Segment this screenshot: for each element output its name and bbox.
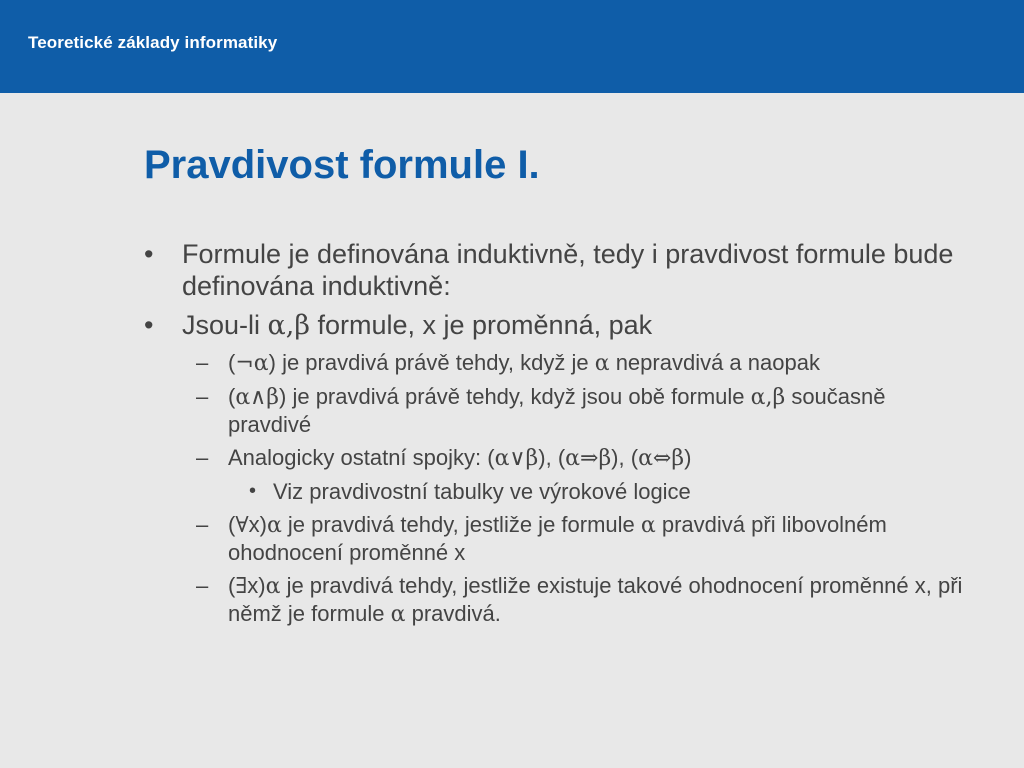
bullet-text: je pravdivá tehdy, jestliže existuje takové ohodnocení proměnné x, při němž je formule [228, 573, 963, 626]
header-bar [0, 0, 1024, 93]
negation-symbol: ¬α [235, 351, 269, 376]
sub-bullet-item [144, 444, 974, 472]
sub-bullet-item [144, 572, 974, 628]
bullet-text: ( [228, 512, 236, 537]
disjunction-symbol: α∨β [494, 446, 539, 471]
dash-marker: – [196, 350, 209, 375]
sub-bullet-item [144, 349, 974, 377]
bullet-text: x) [247, 573, 266, 598]
bullet-text: ) [684, 445, 692, 470]
slide-title: Pravdivost formule I. [144, 143, 540, 187]
alpha-symbol: α [640, 513, 656, 538]
dash-marker: – [196, 573, 209, 598]
bullet-marker: • [144, 310, 154, 340]
bullet-text: Analogicky ostatní spojky: ( [228, 445, 495, 470]
dash-marker: – [196, 384, 209, 409]
alpha-symbol: α [594, 351, 610, 376]
bullet-text: pravdivá. [405, 601, 501, 626]
bullet-text: ( [228, 350, 236, 375]
dash-marker: – [196, 512, 209, 537]
bullet-text: ) je pravdivá právě tehdy, když je [268, 350, 595, 375]
bullet-text: ), ( [611, 445, 639, 470]
bullet-item [144, 238, 974, 302]
alpha-symbol: α [265, 574, 281, 599]
bullet-text: ( [228, 573, 236, 598]
bullet-text: současně pravdivé [228, 384, 886, 437]
bullet-text: Viz pravdivostní tabulky ve výrokové logice [273, 479, 691, 504]
bullet-text: ) je pravdivá právě tehdy, když jsou obě formule [279, 384, 751, 409]
bullet-text: x) [248, 512, 267, 537]
conjunction-symbol: α∧β [235, 385, 280, 410]
greek-symbol: α,β [750, 385, 786, 410]
bullet-marker: • [249, 480, 257, 502]
bullet-text: je pravdivá tehdy, jestliže je formule [281, 512, 641, 537]
bullet-text: pravdivá při libovolném ohodnocení proměnné x [228, 512, 887, 565]
sub-sub-bullet-item [144, 478, 974, 505]
bullet-item [144, 309, 974, 342]
exists-symbol: ∃ [235, 574, 248, 599]
course-title: Teoretické základy informatiky [28, 33, 278, 52]
bullet-text: ( [228, 384, 236, 409]
greek-symbol: α,β [267, 310, 310, 341]
slide-content [144, 238, 974, 634]
bullet-text: Jsou-li [182, 310, 268, 340]
dash-marker: – [196, 445, 209, 470]
bullet-text: Formule je definována induktivně, tedy i pravdivost formule bude definována induktivně: [182, 239, 954, 301]
bullet-text: ), ( [538, 445, 566, 470]
forall-symbol: ∀ [235, 513, 249, 538]
sub-bullet-item [144, 511, 974, 566]
sub-bullet-item [144, 383, 974, 438]
implication-symbol: α⇒β [565, 446, 612, 471]
bullet-marker: • [144, 239, 154, 269]
alpha-symbol: α [390, 602, 406, 627]
alpha-symbol: α [266, 513, 282, 538]
equivalence-symbol: α⇔β [638, 446, 685, 471]
bullet-text: formule, x je proměnná, pak [309, 310, 653, 340]
bullet-text: nepravdivá a naopak [609, 350, 820, 375]
